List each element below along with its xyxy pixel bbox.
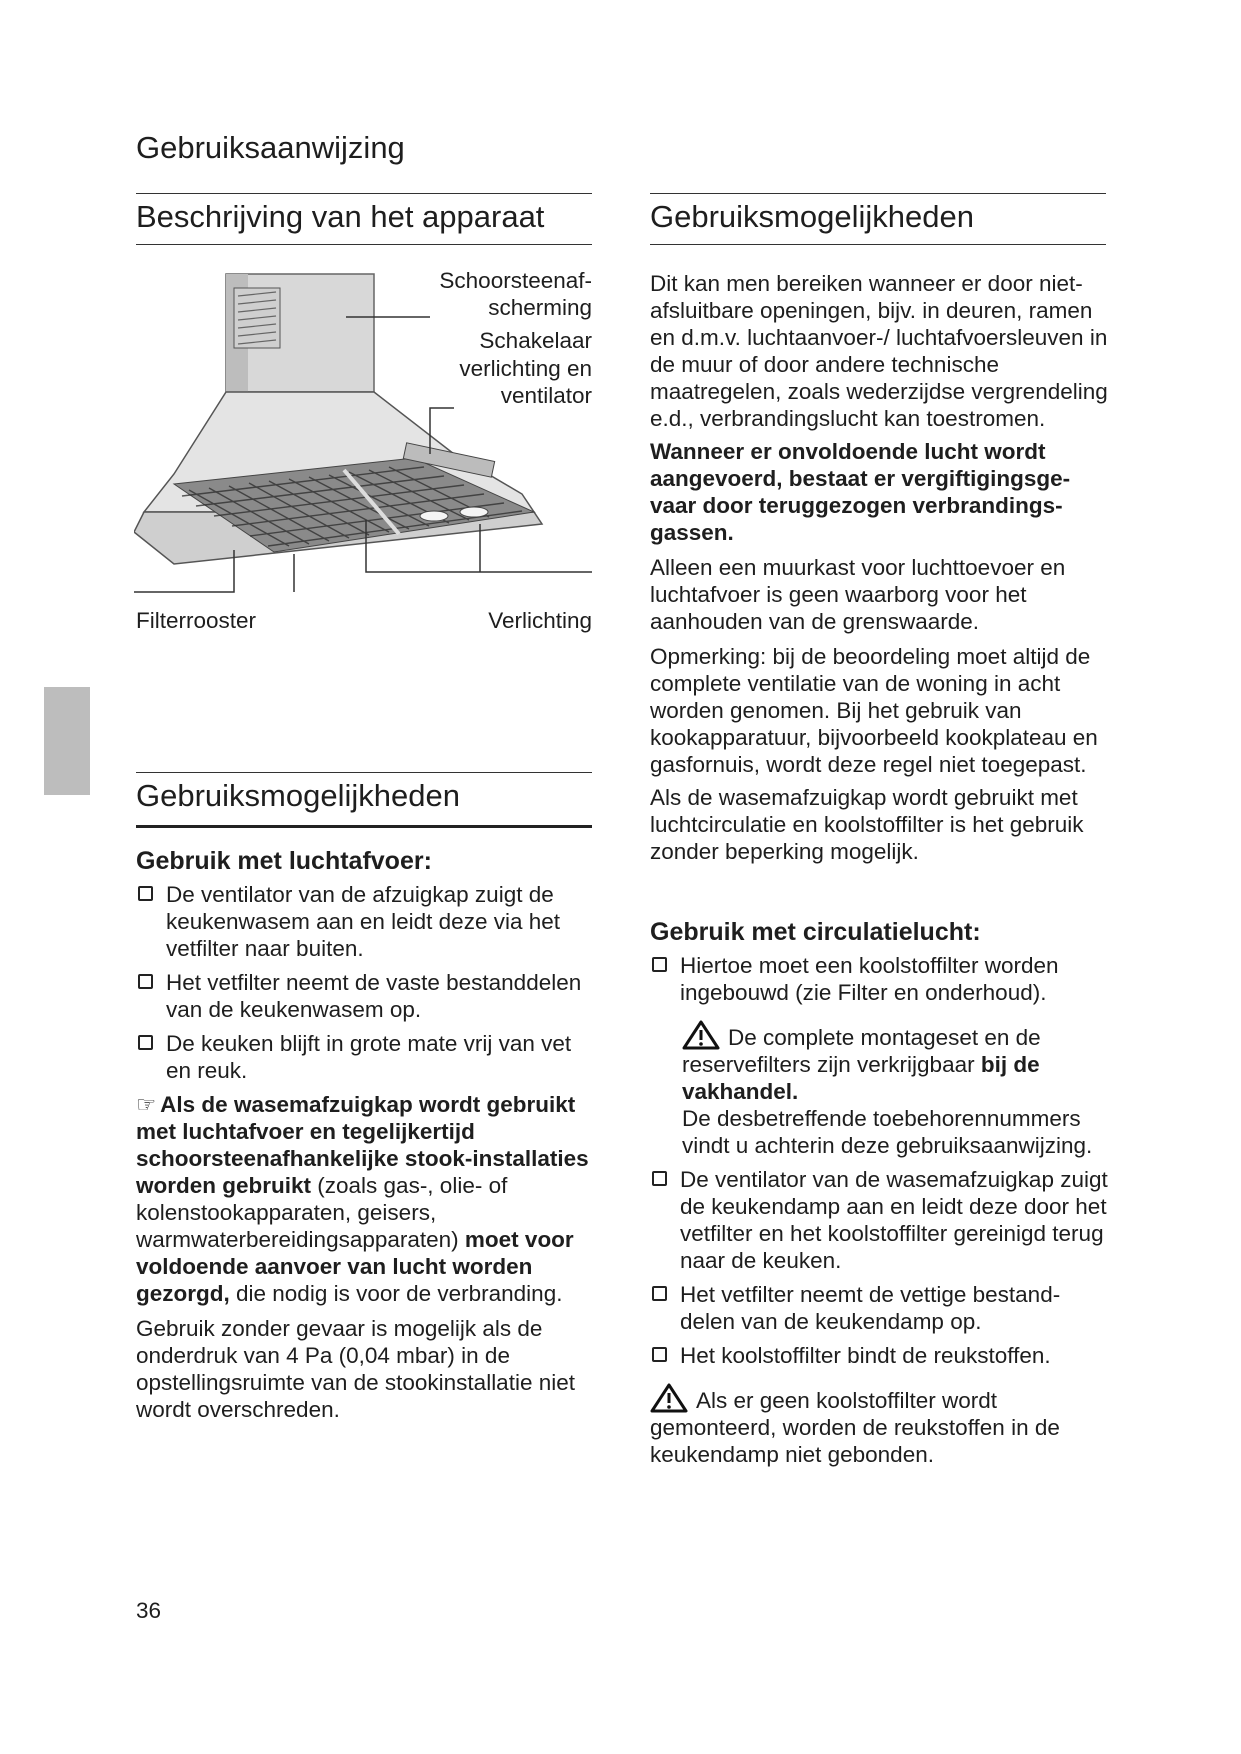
divider (136, 193, 592, 194)
divider (136, 825, 592, 828)
warning-bold: bij de vakhandel. (682, 1052, 1040, 1104)
label-chimney-line2: scherming (488, 295, 592, 320)
divider (650, 193, 1106, 194)
note-text-1: (zoals gas-, olie- of kolenstookapparaten, geisers, warmwaterbereidingsapparaten) (136, 1173, 508, 1252)
label-chimney-line1: Schoorsteenaf- (439, 268, 592, 293)
final-warning-text: Als er geen koolstoffilter wordt gemonteerd, worden de reukstoffen in de keukendamp niet gebonden. (650, 1388, 1060, 1467)
checkbox-square-icon (652, 957, 667, 972)
exhaust-heading: Gebruik met luchtafvoer: (136, 847, 432, 875)
left-usage-body (136, 848, 596, 1423)
paragraph: Als de wasemafzuigkap wordt gebruikt met luchtcirculatie en koolstoffilter is het gebruik zonder beperking mogelijk. (650, 785, 1084, 864)
pointing-hand-icon: ☞ (136, 1092, 157, 1117)
checkbox-square-icon (138, 886, 153, 901)
page-number: 36 (136, 1598, 162, 1623)
list-item (136, 881, 596, 962)
paragraph: Alleen een muurkast voor luchttoevoer en luchtafvoer is geen waarborg voor het aanhouden van de grenswaarde. (650, 555, 1066, 634)
paragraph: Opmerking: bij de beoordeling moet altijd de complete ventilatie van de woning in acht worden genomen. Bij het gebruik van kookapparatuur, bijvoorbeeld kookplateau en gasfornuis, wordt deze regel niet toegepast. (650, 644, 1098, 777)
section-tab-marker (44, 687, 90, 795)
label-switch-line2: verlichting en (459, 356, 592, 381)
note-bold-1: Als de wasemafzuigkap wordt gebruikt met luchtafvoer en tegelijkertijd schoorsteenafhankelijke stook-installaties worden gebruikt (136, 1092, 589, 1198)
divider (136, 772, 592, 773)
divider (650, 244, 1106, 245)
final-warning (650, 1383, 1110, 1468)
list-item-text: Hiertoe moet een koolstoffilter worden ingebouwd (zie Filter en onderhoud). (680, 953, 1059, 1005)
list-item (136, 1030, 596, 1084)
right-usage-body (650, 270, 1110, 1468)
label-filter: Filterrooster (136, 608, 257, 633)
list-item (650, 1342, 1110, 1369)
description-title: Beschrijving van het apparaat (136, 199, 545, 234)
label-switch-line3: ventilator (500, 383, 592, 408)
paragraph: Dit kan men bereiken wanneer er door niet-afsluitbare openingen, bijv. in deuren, ramen en d.m.v. luchtaanvoer-/ luchtafvoersleuven in de muur of door andere technische maatregelen, zoals wederzijdse vergrendeling e.d., verbrandingslucht kan toestromen. (650, 271, 1108, 431)
list-item-text: Het koolstoffilter bindt de reukstoffen. (680, 1343, 1051, 1368)
label-switch-line1: Schakelaar (479, 328, 592, 353)
chimney-note (136, 1091, 596, 1307)
cooker-hood-diagram (134, 262, 594, 642)
note-bold-2: moet voor voldoende aanvoer van lucht worden gezorgd, (136, 1227, 574, 1306)
warning-text: De complete montageset en de reservefilters zijn verkrijgbaar (682, 1025, 1041, 1077)
checkbox-square-icon (652, 1286, 667, 1301)
note-text-2: die nodig is voor de verbranding. (229, 1281, 563, 1306)
warning-triangle-icon (682, 1020, 720, 1050)
checkbox-square-icon (138, 974, 153, 989)
checkbox-square-icon (652, 1171, 667, 1186)
list-item-text: De keuken blijft in grote mate vrij van vet en reuk. (166, 1031, 572, 1083)
checkbox-square-icon (138, 1035, 153, 1050)
checkbox-square-icon (652, 1347, 667, 1362)
list-item (136, 969, 596, 1023)
list-item (650, 952, 1110, 1006)
list-item-text: Het vetfilter neemt de vettige bestand-delen van de keukendamp op. (680, 1282, 1061, 1334)
pressure-paragraph: Gebruik zonder gevaar is mogelijk als de onderdruk van 4 Pa (0,04 mbar) in de opstellingsruimte van de stookinstallatie niet wordt overschreden. (136, 1316, 575, 1422)
list-item-text: De ventilator van de wasemafzuigkap zuigt de keukendamp aan en leidt deze door het vetfilter en het koolstoffilter gereinigd terug naar de keuken. (680, 1167, 1108, 1273)
warning-text-line2: De desbetreffende toebehorennummers vindt u achterin deze gebruiksaanwijzing. (682, 1106, 1093, 1158)
list-item (650, 1166, 1110, 1274)
list-item-text: Het vetfilter neemt de vaste bestanddelen van de keukenwasem op. (166, 970, 582, 1022)
usage-title: Gebruiksmogelijkheden (136, 778, 460, 813)
list-item-text: De ventilator van de afzuigkap zuigt de keukenwasem aan en leidt deze via het vetfilter naar buiten. (166, 882, 561, 961)
accessory-warning (650, 1020, 1110, 1159)
right-usage-title: Gebruiksmogelijkheden (650, 199, 974, 234)
divider (136, 244, 592, 245)
label-light: Verlichting (488, 608, 592, 633)
warning-paragraph: Wanneer er onvoldoende lucht wordt aangevoerd, bestaat er vergiftigingsge-vaar door teruggezogen verbrandings-gassen. (650, 439, 1071, 545)
page-title: Gebruiksaanwijzing (136, 130, 405, 165)
circulation-heading: Gebruik met circulatielucht: (650, 918, 981, 946)
warning-triangle-icon (650, 1383, 688, 1413)
list-item (650, 1281, 1110, 1335)
